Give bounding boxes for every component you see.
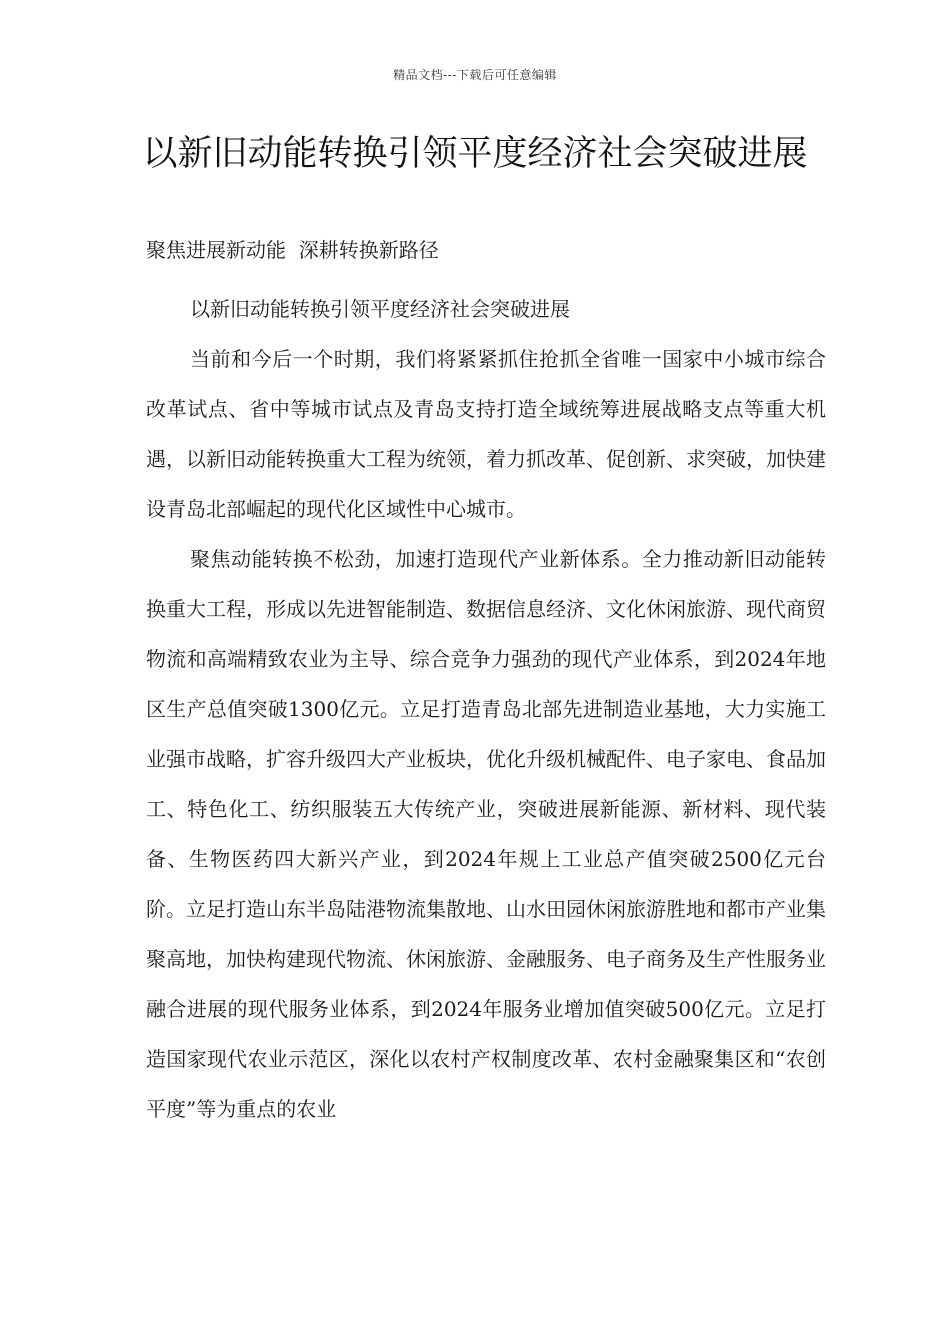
document-body <box>146 284 826 1134</box>
paragraph-heading: 以新旧动能转换引领平度经济社会突破进展 <box>190 297 570 321</box>
header-note: 精品文档---下载后可任意编辑 <box>393 68 557 82</box>
paragraph: 聚焦动能转换不松劲，加速打造现代产业新体系。全力推动新旧动能转换重大工程，形成以先进智能制造、数据信息经济、文化休闲旅游、现代商贸物流和高端精致农业为主导、综合竞争力强劲的现代产业体系，到2024年地区生产总值突破1300亿元。立足打造青岛北部先进制造业基地，大力实施工业强市战略，扩容升级四大产业板块，优化升级机械配件、电子家电、食品加工、特色化工、纺织服装五大传统产业，突破进展新能源、新材料、现代装备、生物医药四大新兴产业，到2024年规上工业总产值突破2500亿元台阶。立足打造山东半岛陆港物流集散地、山水田园休闲旅游胜地和都市产业集聚高地，加快构建现代物流、休闲旅游、金融服务、电子商务及生产性服务业融合进展的现代服务业体系，到2024年服务业增加值突破500亿元。立足打造国家现代农业示范区，深化以农村产权制度改革、农村金融聚集区和“农创平度”等为重点的农业 <box>146 547 826 1121</box>
document-title: 以新旧动能转换引领平度经济社会突破进展 <box>142 134 808 174</box>
paragraph: 当前和今后一个时期，我们将紧紧抓住抢抓全省唯一国家中小城市综合改革试点、省中等城市试点及青岛支持打造全域统筹进展战略支点等重大机遇，以新旧动能转换重大工程为统领，着力抓改革、促创新、求突破，加快建设青岛北部崛起的现代化区域性中心城市。 <box>146 347 826 521</box>
document-subtitle: 聚焦进展新动能 深耕转换新路径 <box>146 238 439 262</box>
